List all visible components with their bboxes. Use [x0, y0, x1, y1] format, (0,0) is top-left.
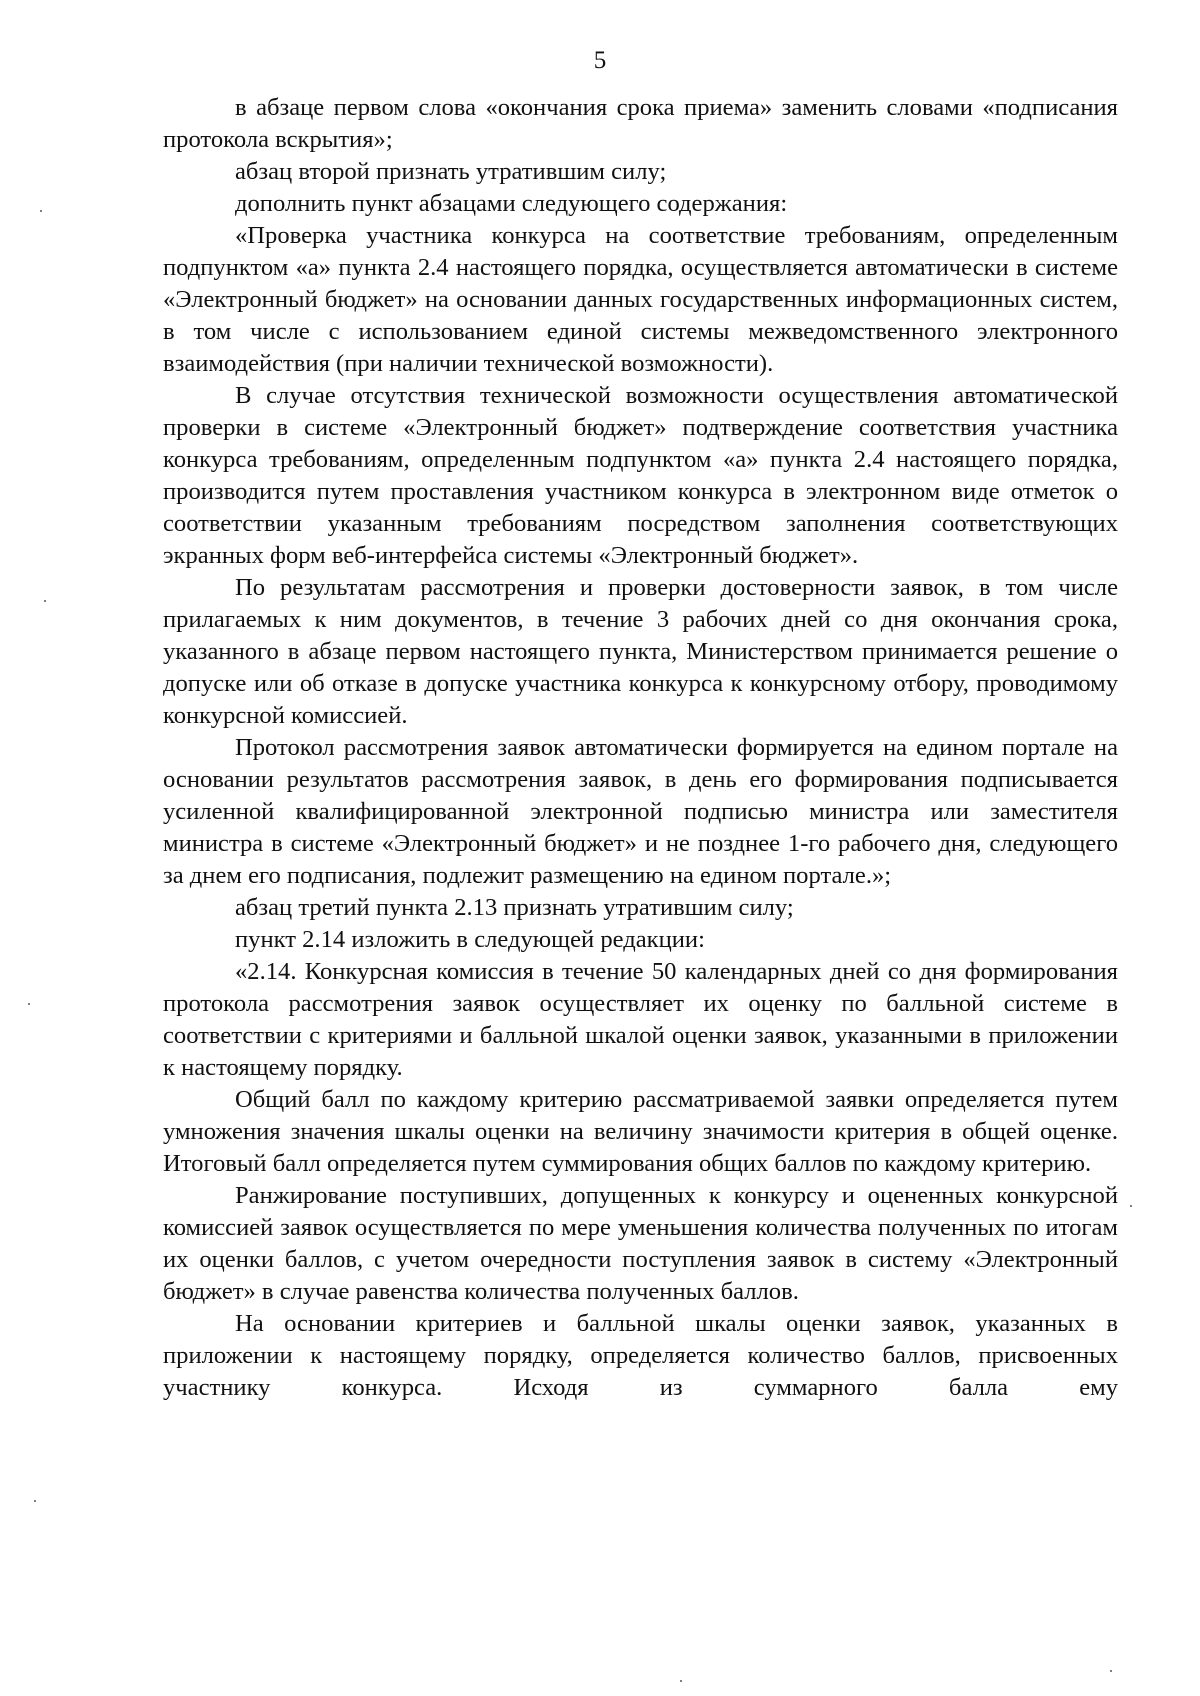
paragraph: В случае отсутствия технической возможности осуществления автоматической проверки в системе «Электронный бюджет» подтверждение соответствия участника конкурса требованиям, определенным подпунктом «а» пункта 2.4 настоящего порядка, производится путем проставления участником конкурса в электронном виде отметок о соответствии указанным требованиям посредством заполнения соответствующих экранных форм веб-интерфейса системы «Электронный бюджет».	[163, 382, 1118, 569]
scan-speck	[44, 600, 46, 602]
paragraph: Общий балл по каждому критерию рассматриваемой заявки определяется путем умножения значения шкалы оценки на величину значимости критерия в общей оценке. Итоговый балл определяется путем суммирования общих баллов по каждому критерию.	[163, 1086, 1118, 1177]
document-body	[163, 92, 1118, 1404]
paragraph: По результатам рассмотрения и проверки достоверности заявок, в том числе прилагаемых к ним документов, в течение 3 рабочих дней со дня окончания срока, указанного в абзаце первом настоящего пункта, Министерством принимается решение о допуске или об отказе в допуске участника конкурса к конкурсному отбору, проводимому конкурсной комиссией.	[163, 574, 1118, 729]
paragraph: Протокол рассмотрения заявок автоматически формируется на едином портале на основании результатов рассмотрения заявок, в день его формирования подписывается усиленной квалифицированной электронной подписью министра или заместителя министра в системе «Электронный бюджет» и не позднее 1-го рабочего дня, следующего за днем его подписания, подлежит размещению на едином портале.»;	[163, 734, 1118, 889]
paragraph: пункт 2.14 изложить в следующей редакции:	[235, 926, 705, 953]
paragraph: в абзаце первом слова «окончания срока приема» заменить словами «подписания протокола вскрытия»;	[163, 94, 1118, 153]
page-number: 5	[593, 47, 607, 74]
paragraph: «2.14. Конкурсная комиссия в течение 50 календарных дней со дня формирования протокола рассмотрения заявок осуществляет их оценку по балльной системе в соответствии с критериями и балльной шкалой оценки заявок, указанными в приложении к настоящему порядку.	[163, 958, 1118, 1081]
paragraph: Ранжирование поступивших, допущенных к конкурсу и оцененных конкурсной комиссией заявок осуществляется по мере уменьшения количества полученных по итогам их оценки баллов, с учетом очередности поступления заявок в систему «Электронный бюджет» в случае равенства количества полученных баллов.	[163, 1182, 1118, 1305]
paragraph: «Проверка участника конкурса на соответствие требованиям, определенным подпунктом «а» пункта 2.4 настоящего порядка, осуществляется автоматически в системе «Электронный бюджет» на основании данных государственных информационных систем, в том числе с использованием единой системы межведомственного электронного взаимодействия (при наличии технической возможности).	[163, 222, 1118, 377]
paragraph: дополнить пункт абзацами следующего содержания:	[235, 190, 788, 217]
scan-speck	[1130, 1205, 1132, 1207]
scan-speck	[28, 1003, 30, 1005]
scan-speck	[680, 1680, 682, 1682]
paragraph: абзац второй признать утратившим силу;	[235, 158, 667, 185]
scan-speck	[40, 210, 42, 212]
scan-speck	[34, 1500, 36, 1502]
paragraph: абзац третий пункта 2.13 признать утратившим силу;	[235, 894, 794, 921]
scan-speck	[1110, 1670, 1112, 1672]
paragraph: На основании критериев и балльной шкалы оценки заявок, указанных в приложении к настоящему порядку, определяется количество баллов, присвоенных участнику конкурса. Исходя из суммарного балла ему	[163, 1310, 1118, 1401]
